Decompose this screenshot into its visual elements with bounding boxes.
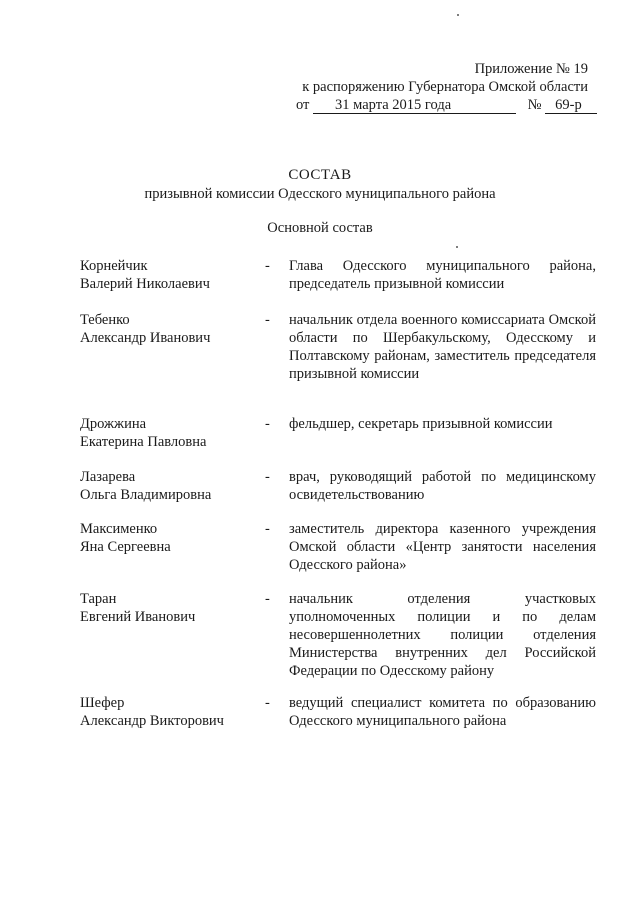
date-value: 31 марта 2015 года — [335, 97, 452, 113]
annex-header — [268, 60, 588, 114]
member-name — [80, 257, 260, 293]
member-role: врач, руководящий работой по медицинскому освидетельствованию — [289, 469, 596, 503]
member-given-name: Александр Иванович — [80, 330, 211, 346]
annex-date-line — [268, 96, 588, 114]
member-given-name: Екатерина Павловна — [80, 434, 207, 450]
member-surname: Таран — [80, 591, 117, 607]
member-given-name: Ольга Владимировна — [80, 487, 212, 503]
member-dash: - — [265, 521, 270, 537]
member-dash: - — [265, 469, 270, 485]
member-dash: - — [265, 416, 270, 432]
member-name — [80, 415, 260, 451]
scan-speck — [456, 246, 458, 248]
title-subtitle: призывной комиссии Одесского муниципального района — [144, 186, 496, 202]
member-given-name: Валерий Николаевич — [80, 276, 210, 292]
member-surname: Тебенко — [80, 312, 130, 328]
member-role: Глава Одесского муниципального района, председатель призывной комиссии — [289, 258, 596, 292]
member-role: начальник отделения участковых уполномоченных полиции и по делам несовершеннолетних полиции отделения Министерства внутренних дел Российской Федерации по Одесскому району — [289, 591, 596, 679]
date-prefix: от — [296, 97, 310, 113]
number-underlined — [545, 97, 597, 114]
member-name — [80, 311, 260, 347]
member-surname: Шефер — [80, 695, 125, 711]
member-dash: - — [265, 695, 270, 711]
member-role: начальник отдела военного комиссариата Омской области по Шербакульскому, Одесскому и Полтавскому районам, заместитель председателя призывной комиссии — [289, 312, 596, 382]
member-name — [80, 520, 260, 556]
member-dash: - — [265, 258, 270, 274]
member-given-name: Яна Сергеевна — [80, 539, 171, 555]
member-role: фельдшер, секретарь призывной комиссии — [289, 416, 553, 432]
member-dash: - — [265, 312, 270, 328]
document-title — [0, 166, 640, 203]
scan-speck — [457, 14, 459, 16]
member-surname: Максименко — [80, 521, 158, 537]
date-underlined — [313, 97, 516, 114]
member-given-name: Евгений Иванович — [80, 609, 196, 625]
title-main: СОСТАВ — [288, 167, 352, 183]
member-given-name: Александр Викторович — [80, 713, 224, 729]
member-role: ведущий специалист комитета по образованию Одесского муниципального района — [289, 695, 596, 729]
member-surname: Дрожжина — [80, 416, 147, 432]
member-role: заместитель директора казенного учреждения Омской области «Центр занятости населения Одесского района» — [289, 521, 596, 573]
number-value: 69-р — [555, 97, 582, 113]
member-name — [80, 694, 260, 730]
annex-number: Приложение № 19 — [474, 61, 588, 77]
number-prefix: № — [527, 97, 542, 113]
annex-order-reference: к распоряжению Губернатора Омской области — [302, 79, 588, 95]
section-heading: Основной состав — [267, 220, 373, 236]
member-dash: - — [265, 591, 270, 607]
member-surname: Лазарева — [80, 469, 136, 485]
member-name — [80, 590, 260, 626]
member-surname: Корнейчик — [80, 258, 148, 274]
member-name — [80, 468, 260, 504]
